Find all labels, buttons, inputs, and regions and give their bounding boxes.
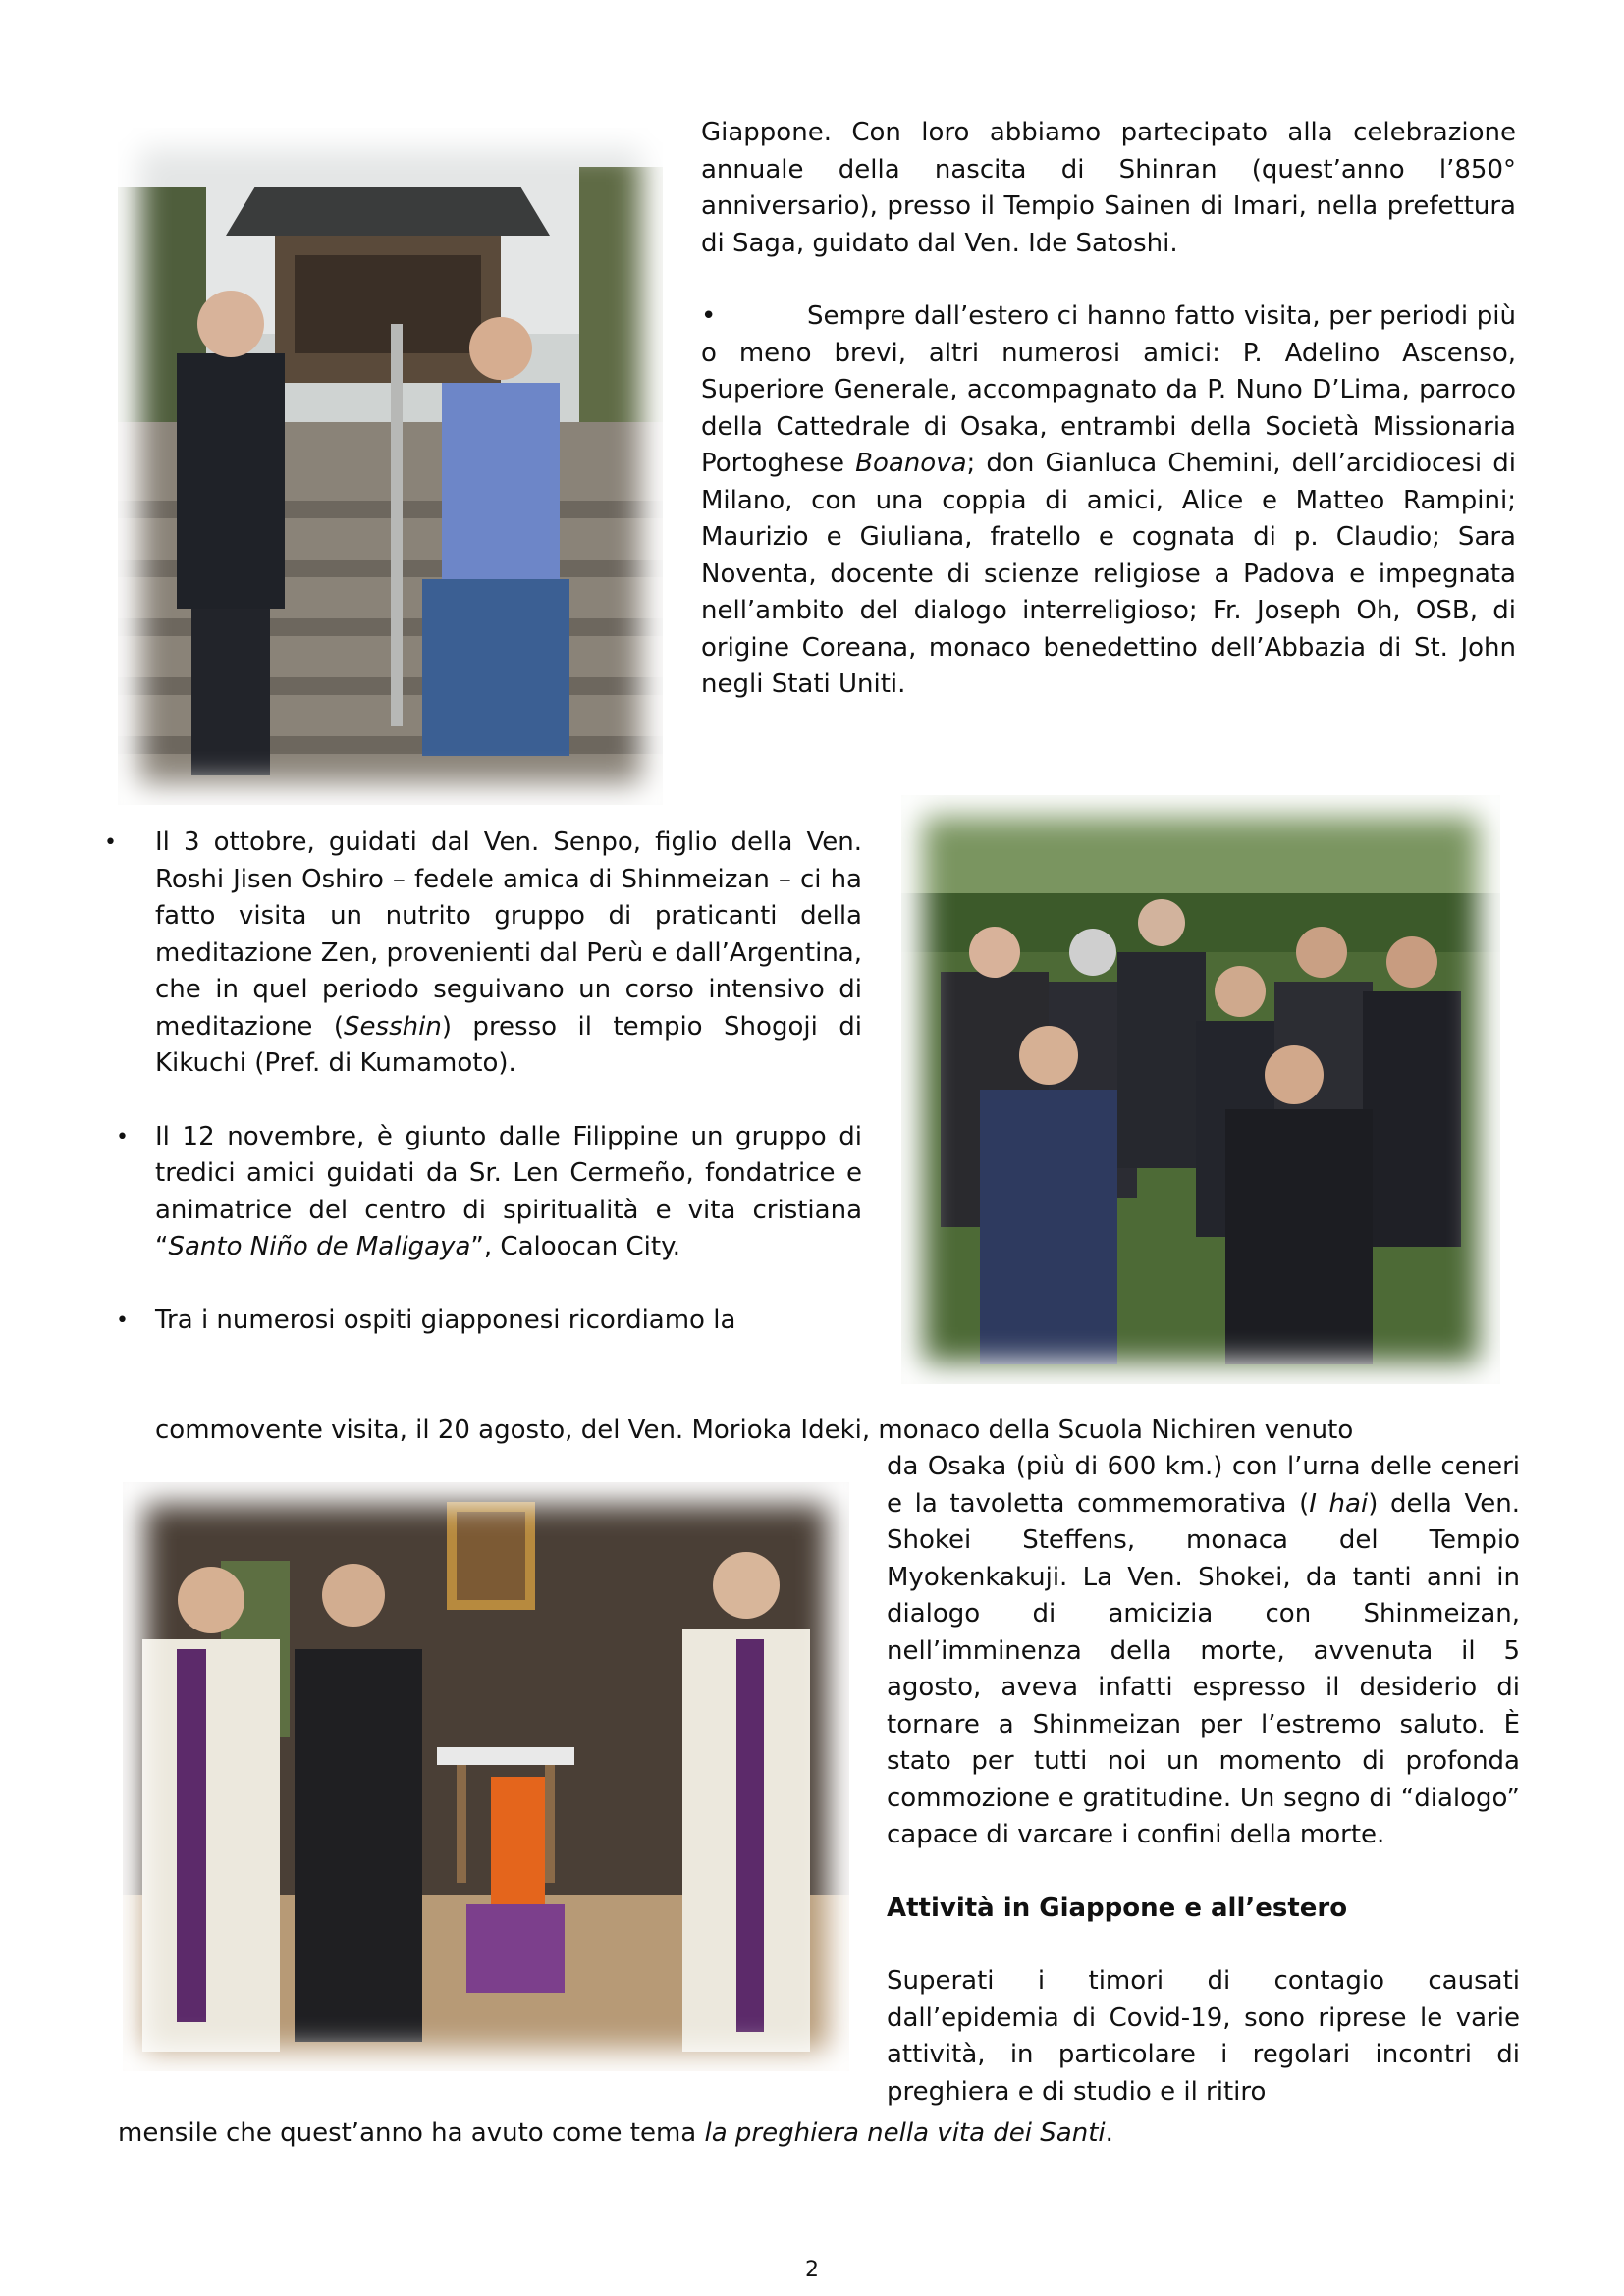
bullet-marker: • — [701, 301, 717, 331]
page-number: 2 — [805, 2258, 819, 2282]
section-final-text-end: . — [1105, 2118, 1113, 2148]
august-line2-row — [155, 1413, 1520, 1450]
august-line1: Tra i numerosi ospiti giapponesi ricordiamo la — [155, 1305, 736, 1335]
october-item — [104, 825, 862, 1083]
august-line2: commovente visita, il 20 agosto, del Ven. Morioka Ideki, monaco della Scuola Nichiren venuto — [155, 1415, 1354, 1445]
group-photo-graphic — [901, 795, 1500, 1384]
november-item — [116, 1119, 862, 1266]
november-text-end: ”, Caloocan City. — [470, 1232, 681, 1261]
intro-column — [701, 115, 1516, 704]
section-heading: Attività in Giappone e all’estero — [887, 1893, 1348, 1923]
august-cont-text-end: ) della Ven. Shokei Steffens, monaca del Tempio Myokenkakuji. La Ven. Shokei, da tanti anni in dialogo di amicizia con Shinmeizan, nell’imminenza della morte, avvenuta il 5 agosto, aveva infatti espresso il desiderio di tornare a Shinmeizan per l’estremo saluto. È stato per tutti noi un momento di profonda commozione e gratitudine. Un segno di “dialogo” capace di varcare i confini della morte. — [887, 1488, 1521, 1849]
visitors-text: Sempre dall’estero ci hanno fatto visita, per periodi più o meno brevi, altri numerosi amici: P. Adelino Ascenso, Superiore Generale, accompagnato da P. Nuno D’Lima, parroco della Cattedrale di Osaka, entrambi della Società Missionaria Portoghese — [701, 301, 1517, 478]
visitors-italic: Boanova — [855, 449, 967, 478]
august-item-line1 — [116, 1303, 862, 1340]
october-italic: Sesshin — [344, 1011, 442, 1041]
section-final-text: mensile che quest’anno ha avuto come tema — [118, 2118, 705, 2148]
section-paragraph-column: Superati i timori di contagio causati dall’epidemia di Covid-19, sono riprese le varie attività, in particolare i regolari incontri di preghiera e di studio e il ritiro — [887, 1966, 1520, 2107]
intro-paragraph: Giappone. Con loro abbiamo partecipato alla celebrazione annuale della nascita di Shinran (quest’anno l’850° anniversario), presso il Tempio Sainen di Imari, nella prefettura di Saga, guidato dal Ven. Ide Satoshi. — [701, 118, 1516, 258]
temple-photo-graphic — [118, 128, 663, 805]
photo-temple-visit — [118, 128, 663, 805]
middle-column — [104, 825, 862, 1339]
visitors-paragraph — [701, 298, 1516, 704]
august-cont-text: da Osaka (più di 600 km.) con l’urna delle ceneri e la tavoletta commemorativa ( — [887, 1452, 1520, 1519]
photo-memorial-chapel — [123, 1482, 849, 2071]
bullet-marker: • — [116, 1308, 129, 1333]
november-italic: Santo Niño de Maligaya — [168, 1232, 471, 1261]
chapel-photo-graphic — [123, 1482, 849, 2071]
visitors-text-end: ; don Gianluca Chemini, dell’arcidiocesi di Milano, con una coppia di amici, Alice e Matteo Rampini; Maurizio e Giuliana, fratello e cognata di p. Claudio; Sara Noventa, docente di scienze religiose a Padova e impegnata nell’ambito del dialogo interreligioso; Fr. Joseph Oh, OSB, di origine Coreana, monaco benedettino dell’Abbazia di St. John negli Stati Uniti. — [701, 449, 1516, 699]
november-text: Il 12 novembre, è giunto dalle Filippine un gruppo di tredici amici guidati da Sr. Len Cermeño, fondatrice e animatrice del centro di spiritualità e vita cristiana “ — [155, 1121, 862, 1261]
bullet-marker: • — [104, 830, 117, 855]
august-continuation — [887, 1449, 1520, 1854]
section-final-italic: la preghiera nella vita dei Santi — [704, 2118, 1106, 2148]
bullet-marker: • — [116, 1124, 129, 1149]
bottom-right-column — [887, 1449, 1520, 2110]
august-cont-italic: I hai — [1309, 1488, 1369, 1519]
section-final-line-row — [118, 2115, 1522, 2153]
photo-group-garden — [901, 795, 1500, 1384]
october-text: Il 3 ottobre, guidati dal Ven. Senpo, figlio della Ven. Roshi Jisen Oshiro – fedele amica di Shinmeizan – ci ha fatto visita un nutrito gruppo di praticanti della meditazione Zen, provenienti dal Perù e dall’Argentina, che in quel periodo seguivano un corso intensivo di meditazione ( — [155, 828, 862, 1041]
october-text-end: ) presso il tempio Shogoji di Kikuchi (Pref. di Kumamoto). — [155, 1011, 862, 1078]
